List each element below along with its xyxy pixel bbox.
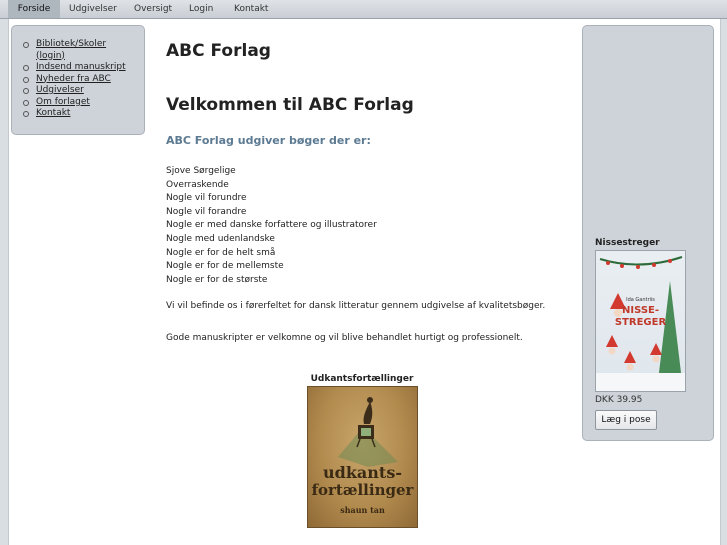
cover-title-line2: fortællinger <box>311 481 414 499</box>
add-to-bag-button[interactable]: Læg i pose <box>595 410 657 430</box>
feature-list <box>166 165 377 287</box>
sidebar-link-kontakt[interactable]: Kontakt <box>36 108 71 118</box>
sidebar-menu <box>11 25 145 135</box>
site-title: ABC Forlag <box>166 41 271 61</box>
circle-bullet-icon <box>23 100 29 106</box>
list-item: Nogle er for de helt små <box>166 247 276 258</box>
sidebar-item-om-forlaget <box>23 97 131 109</box>
welcome-heading: Velkommen til ABC Forlag <box>166 95 414 115</box>
circle-bullet-icon <box>23 42 29 48</box>
sidebar-link-om-forlaget[interactable]: Om forlaget <box>36 96 90 107</box>
list-item: Sjove Sørgelige <box>166 166 236 176</box>
top-navigation <box>0 0 727 19</box>
list-item: Nogle med udenlandske <box>166 233 275 244</box>
circle-bullet-icon <box>23 65 29 71</box>
sidebar-link-udgivelser[interactable]: Udgivelser <box>36 85 84 95</box>
circle-bullet-icon <box>23 111 29 117</box>
book-cover-illustration <box>308 387 417 467</box>
intro-subtitle: ABC Forlag udgiver bøger der er: <box>166 134 371 147</box>
circle-bullet-icon <box>23 77 29 83</box>
list-item: Nogle vil forundre <box>166 193 247 204</box>
sidebar-item-bibliotek <box>23 39 131 62</box>
sidebar-link-bibliotek[interactable]: Bibliotek/Skoler (login) <box>36 39 107 61</box>
sidebar-book-price: DKK 39.95 <box>595 395 643 405</box>
sidebar-item-kontakt <box>23 108 131 120</box>
cover-author: shaun tan <box>340 505 385 515</box>
featured-book-cover[interactable] <box>307 386 418 528</box>
featured-book-title[interactable]: Udkantsfortællinger <box>310 374 414 384</box>
circle-bullet-icon <box>23 88 29 94</box>
tab-oversigt[interactable]: Oversigt <box>134 4 173 14</box>
tab-forside[interactable]: Forside <box>8 0 60 18</box>
sidebar-item-udgivelser <box>23 85 131 97</box>
tab-kontakt[interactable]: Kontakt <box>234 4 269 14</box>
sidebar-item-manuskript <box>23 62 131 74</box>
list-item: Nogle er for de største <box>166 274 268 285</box>
sidebar-book-cover[interactable] <box>595 250 686 392</box>
list-item: Nogle vil forandre <box>166 206 247 217</box>
nisse-cover-author: Ida Gantriis <box>626 297 655 303</box>
list-item: Overraskende <box>166 179 229 190</box>
manuscript-paragraph: Gode manuskripter er velkomne og vil blive behandlet hurtigt og professionelt. <box>166 333 523 343</box>
sidebar-link-manuskript[interactable]: Indsend manuskript <box>36 62 126 72</box>
cover-title-line1: udkants- <box>323 463 402 482</box>
nisse-cover-title1: NISSE- <box>621 305 660 316</box>
list-item: Nogle er for de mellemste <box>166 261 284 272</box>
sidebar-link-nyheder[interactable]: Nyheder fra ABC <box>36 73 111 84</box>
nisse-cover-title2: STREGER <box>614 317 667 328</box>
sidebar-item-nyheder <box>23 74 131 86</box>
sidebar-book-title[interactable]: Nissestreger <box>595 238 660 248</box>
tab-login[interactable]: Login <box>189 4 214 14</box>
mission-paragraph: Vi vil befinde os i førerfeltet for dansk litteratur gennem udgivelse af kvalitetsbøger. <box>166 301 546 311</box>
tab-udgivelser[interactable]: Udgivelser <box>69 4 117 14</box>
list-item: Nogle er med danske forfattere og illustratorer <box>166 220 377 231</box>
